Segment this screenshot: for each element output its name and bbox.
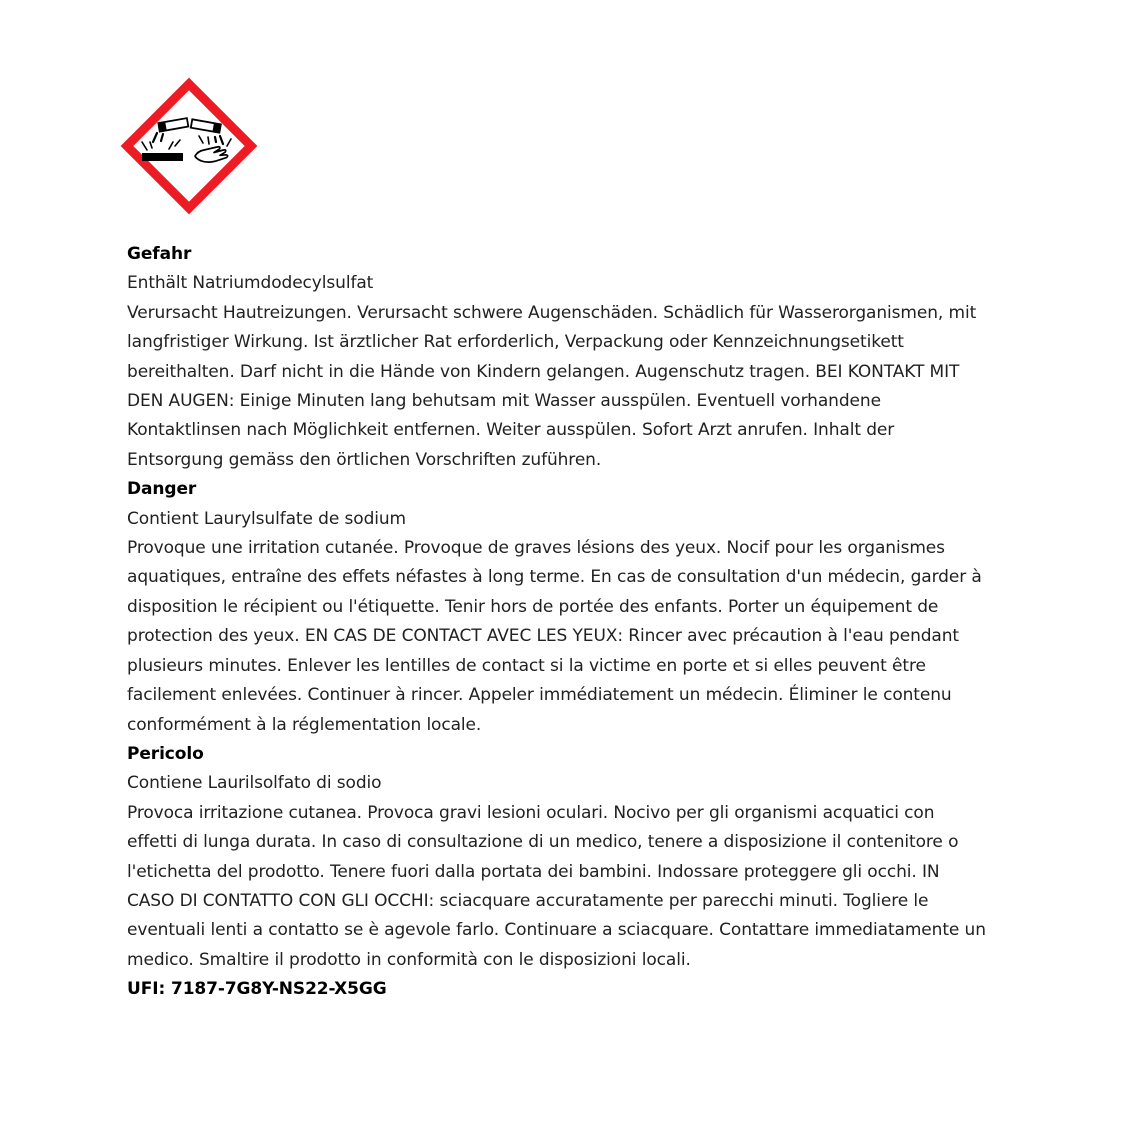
label-text-block (127, 240, 989, 1005)
contains-de: Enthält Natriumdodecylsulfat (127, 273, 374, 294)
signal-word-it: Pericolo (127, 743, 204, 764)
statements-fr: Provoque une irritation cutanée. Provoque de graves lésions des yeux. Nocif pour les organismes aquatiques, entraîne des effets néfastes à long terme. En cas de consultation d'un médecin, garder à disposition le récipient ou l'étiquette. Tenir hors de portée des enfants. Porter un équipement de protection des yeux. EN CAS DE CONTACT AVEC LES YEUX: Rincer avec précaution à l'eau pendant plusieurs minutes. Enlever les lentilles de contact si la victime en porte et si elles peuvent être facilement enlevées. Continuer à rincer. Appeler immédiatement un médecin. Éliminer le contenu conformément à la réglementation locale. (127, 538, 982, 735)
hazard-label (127, 80, 995, 1005)
signal-word-de: Gefahr (127, 244, 192, 264)
ghs05-corrosion-pictogram (119, 76, 259, 216)
ufi-code: UFI: 7187-7G8Y-NS22-X5GG (127, 979, 387, 1000)
contains-fr: Contient Laurylsulfate de sodium (127, 508, 407, 529)
signal-word-fr: Danger (127, 479, 197, 500)
material-bar (142, 153, 183, 161)
contains-it: Contiene Laurilsolfato di sodio (127, 773, 382, 794)
statements-de: Verursacht Hautreizungen. Verursacht schwere Augenschäden. Schädlich für Wasserorganismen, mit langfristiger Wirkung. Ist ärztlicher Rat erforderlich, Verpackung oder Kennzeichnungsetikett bereithalten. Darf nicht in die Hände von Kindern gelangen. Augenschutz tragen. BEI KONTAKT MIT DEN AUGEN: Einige Minuten lang behutsam mit Wasser ausspülen. Eventuell vorhandene Kontaktlinsen nach Möglichkeit entfernen. Weiter ausspülen. Sofort Arzt anrufen. Inhalt der Entsorgung gemäss den örtlichen Vorschriften zuführen. (127, 302, 977, 470)
hazard-diamond-border (127, 84, 251, 208)
statements-it: Provoca irritazione cutanea. Provoca gravi lesioni oculari. Nocivo per gli organismi acquatici con effetti di lunga durata. In caso di consultazione di un medico, tenere a disposizione il contenitore o l'etichetta del prodotto. Tenere fuori dalla portata dei bambini. Indossare proteggere gli occhi. IN CASO DI CONTATTO CON GLI OCCHI: sciacquare accuratamente per parecchi minuti. Togliere le eventuali lenti a contatto se è agevole farlo. Continuare a sciacquare. Contattare immediatamente un medico. Smaltire il prodotto in conformità con le disposizioni locali. (127, 802, 986, 970)
corrosion-diamond-icon (119, 76, 259, 216)
